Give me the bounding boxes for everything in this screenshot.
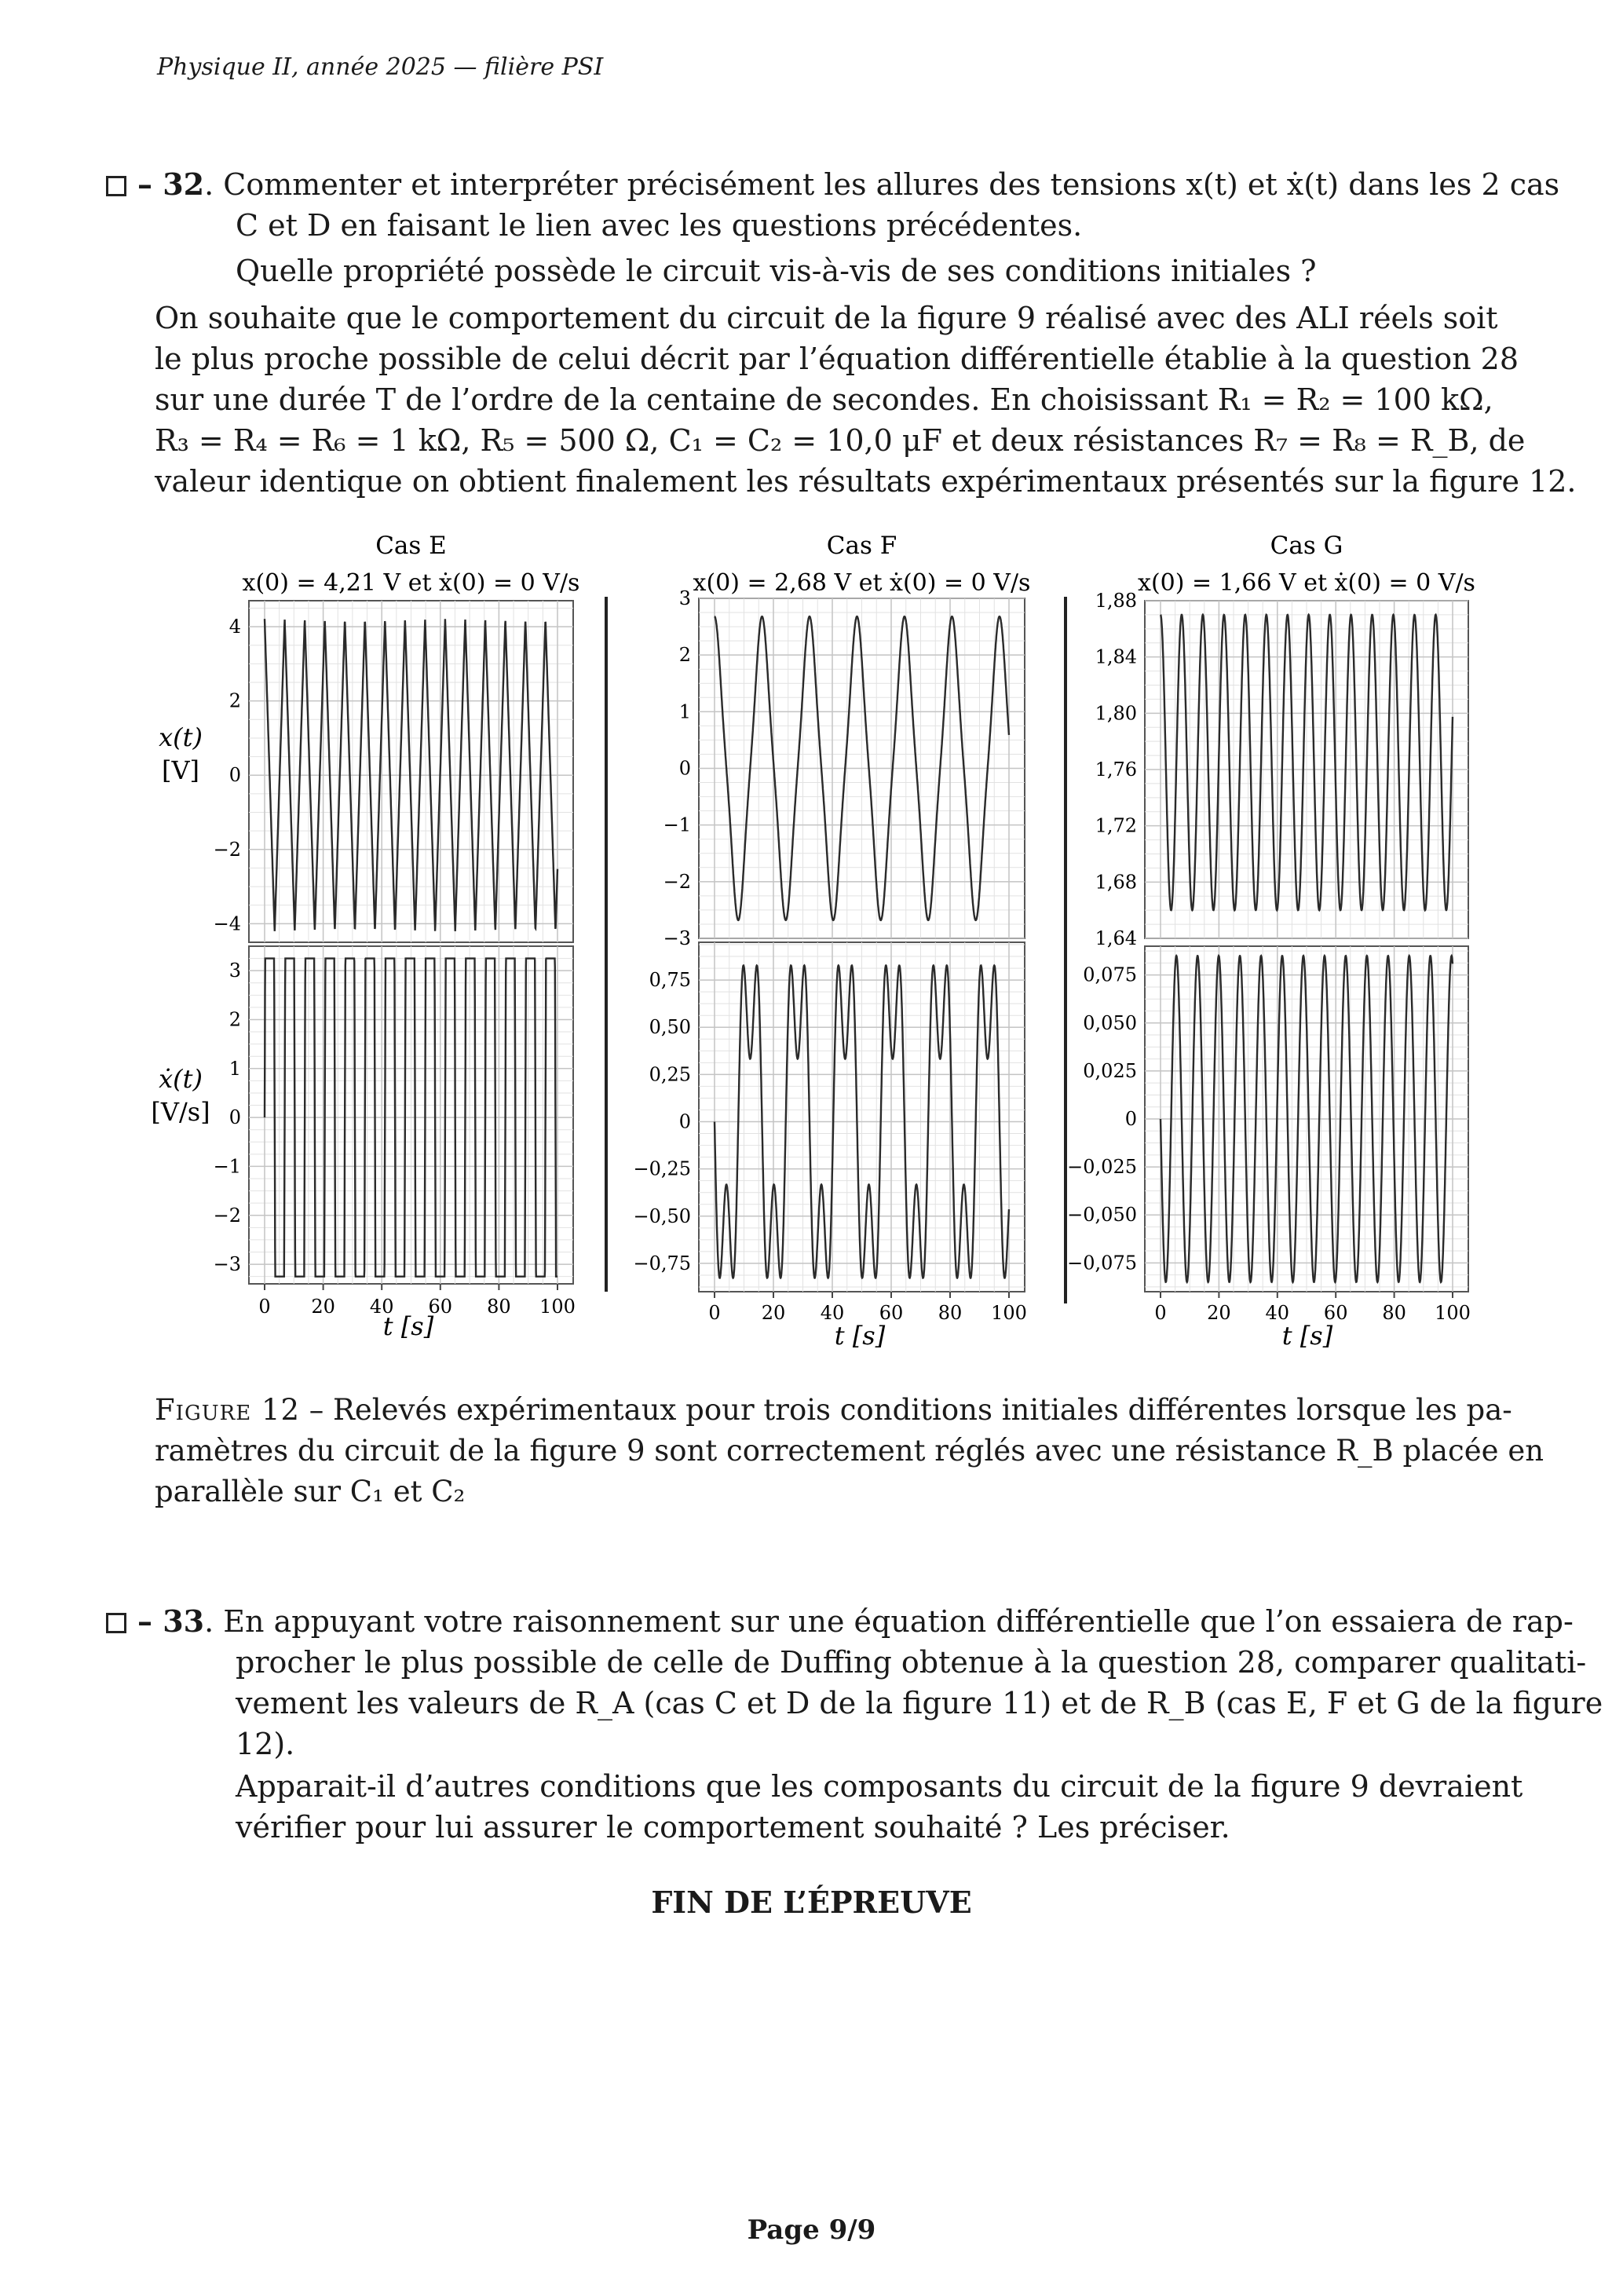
- x-tick-label-e: 0: [258, 1296, 271, 1318]
- xlabel-e: t [s]: [382, 1311, 434, 1341]
- question-32-text1: Commenter et interpréter précisément les allures des tensions x(t) et ẋ(t) dans les 2 cas: [223, 167, 1560, 202]
- question-32-line2: C et D en faisant le lien avec les questions précédentes.: [236, 208, 1083, 243]
- x-tick-label-f: 40: [820, 1302, 845, 1324]
- x-tick-label-f: 60: [879, 1302, 904, 1324]
- checkbox-icon: [106, 176, 126, 196]
- y-tick-label-e-bottom: −1: [213, 1155, 241, 1178]
- intro-line5: valeur identique on obtient finalement les résultats expérimentaux présentés sur la figure 12.: [155, 464, 1577, 499]
- question-33-line3: vement les valeurs de R_A (cas C et D de la figure 11) et de R_B (cas E, F et G de la figure: [236, 1686, 1603, 1720]
- y-tick-label-e-top: −4: [213, 912, 241, 935]
- y-tick-label-f-top: 1: [678, 700, 691, 723]
- chart-subtitle-f: x(0) = 2,68 V et ẋ(0) = 0 V/s: [693, 569, 1031, 597]
- y-tick-label-g-bottom: 0,050: [1083, 1011, 1137, 1034]
- y-tick-label-f-top: −2: [663, 870, 691, 893]
- question-32-line3: Quelle propriété possède le circuit vis-à-vis de ses conditions initiales ?: [236, 254, 1317, 288]
- y-tick-label-e-top: 4: [228, 616, 241, 638]
- x-tick-label-g: 20: [1207, 1302, 1231, 1324]
- question-33-line5: Apparait-il d’autres conditions que les composants du circuit de la figure 9 devraient: [236, 1769, 1523, 1804]
- caption-label: Figure 12: [155, 1393, 301, 1427]
- y-tick-label-g-top: 1,84: [1095, 645, 1137, 668]
- x-tick-label-e: 20: [311, 1296, 335, 1318]
- y-tick-label-f-bottom: −0,75: [633, 1252, 691, 1274]
- end-of-exam: FIN DE L’ÉPREUVE: [651, 1885, 972, 1920]
- x-tick-label-g: 60: [1323, 1302, 1348, 1324]
- y-tick-label-e-bottom: 3: [228, 960, 241, 982]
- y-tick-label-f-bottom: 0,25: [649, 1063, 691, 1086]
- figure-caption-line3: parallèle sur C₁ et C₂: [155, 1475, 466, 1508]
- y-tick-label-g-bottom: −0,025: [1067, 1156, 1137, 1179]
- question-33-line1: – 33. En appuyant votre raisonnement sur une équation différentielle que l’on essaiera de rap-: [106, 1602, 1574, 1641]
- intro-line2: le plus proche possible de celui décrit par l’équation différentielle établie à la question 28: [155, 342, 1519, 376]
- question-33-line2: procher le plus possible de celle de Duffing obtenue à la question 28, comparer qualitati-: [236, 1645, 1587, 1680]
- page-number: Page 9/9: [747, 2214, 876, 2246]
- y-tick-label-e-bottom: 0: [228, 1106, 241, 1129]
- chart-subtitle-e: x(0) = 4,21 V et ẋ(0) = 0 V/s: [242, 569, 580, 597]
- xlabel-g: t [s]: [1281, 1321, 1333, 1351]
- y-tick-label-g-top: 1,80: [1095, 702, 1137, 725]
- y-tick-label-f-top: −1: [663, 813, 691, 836]
- y-tick-label-f-top: 2: [678, 644, 691, 667]
- y-tick-label-e-top: −2: [213, 838, 241, 861]
- question-33-number: – 33: [137, 1603, 205, 1639]
- x-tick-label-f: 0: [708, 1302, 721, 1324]
- chart-title-e: Cas E: [375, 532, 447, 560]
- y-tick-label-f-bottom: 0,50: [649, 1016, 691, 1039]
- chart-title-g: Cas G: [1270, 532, 1343, 560]
- y-tick-label-e-bottom: −2: [213, 1204, 241, 1227]
- question-32-number: – 32: [137, 166, 205, 202]
- x-tick-label-g: 80: [1382, 1302, 1406, 1324]
- y-tick-label-f-bottom: 0: [678, 1110, 691, 1133]
- y-tick-label-f-top: 0: [678, 757, 691, 780]
- chart-subtitle-g: x(0) = 1,66 V et ẋ(0) = 0 V/s: [1138, 569, 1475, 597]
- x-tick-label-e: 60: [428, 1296, 453, 1318]
- intro-line1: On souhaite que le comportement du circuit de la figure 9 réalisé avec des ALI réels soit: [155, 301, 1498, 335]
- intro-line4: R₃ = R₄ = R₆ = 1 kΩ, R₅ = 500 Ω, C₁ = C₂ = 10,0 μF et deux résistances R₇ = R₈ = R_B, de: [155, 423, 1526, 458]
- x-tick-label-f: 20: [761, 1302, 786, 1324]
- y-tick-label-f-bottom: 0,75: [649, 969, 691, 992]
- checkbox-icon: [106, 1613, 126, 1633]
- y-tick-label-e-bottom: 2: [228, 1008, 241, 1031]
- x-tick-label-e: 80: [487, 1296, 511, 1318]
- ylabel-x: x(t): [159, 722, 203, 752]
- x-tick-label-f: 80: [938, 1302, 963, 1324]
- chart-title-f: Cas F: [826, 532, 897, 560]
- x-tick-label-f: 100: [991, 1302, 1027, 1324]
- y-tick-label-g-bottom: −0,075: [1067, 1252, 1137, 1274]
- x-tick-label-g: 100: [1435, 1302, 1471, 1324]
- y-tick-label-g-bottom: −0,050: [1067, 1204, 1137, 1227]
- x-tick-label-e: 100: [539, 1296, 576, 1318]
- ylabel-x-unit: [V]: [161, 755, 200, 785]
- y-tick-label-f-bottom: −0,25: [633, 1157, 691, 1180]
- question-32-line1: – 32. Commenter et interpréter précisément les allures des tensions x(t) et ẋ(t) dans les 2 cas: [106, 165, 1559, 204]
- y-tick-label-e-top: 2: [228, 689, 241, 712]
- y-tick-label-g-bottom: 0,025: [1083, 1059, 1137, 1082]
- y-tick-label-g-top: 1,76: [1095, 759, 1137, 781]
- intro-line3: sur une durée T de l’ordre de la centaine de secondes. En choisissant R₁ = R₂ = 100 kΩ,: [155, 382, 1493, 417]
- page-header: Physique II, année 2025 — filière PSI: [157, 53, 604, 81]
- y-tick-label-g-bottom: 0,075: [1083, 963, 1137, 986]
- figure-12: [0, 518, 1623, 1358]
- y-tick-label-g-top: 1,68: [1095, 871, 1137, 894]
- y-tick-label-g-top: 1,72: [1095, 814, 1137, 837]
- question-33-line4: 12).: [236, 1727, 295, 1761]
- figure-caption-line2: ramètres du circuit de la figure 9 sont correctement réglés avec une résistance R_B placée en: [155, 1434, 1544, 1468]
- y-tick-label-e-bottom: −3: [213, 1253, 241, 1276]
- y-tick-label-f-top: −3: [663, 927, 691, 949]
- y-tick-label-g-top: 1,88: [1095, 590, 1137, 612]
- x-tick-label-g: 40: [1265, 1302, 1290, 1324]
- x-tick-label-e: 40: [369, 1296, 394, 1318]
- y-tick-label-f-bottom: −0,50: [633, 1205, 691, 1227]
- y-tick-label-f-top: 3: [678, 587, 691, 609]
- ylabel-xdot-unit: [V/s]: [151, 1097, 210, 1127]
- caption-text1: – Relevés expérimentaux pour trois conditions initiales différentes lorsque les pa-: [300, 1393, 1512, 1427]
- y-tick-label-g-bottom: 0: [1124, 1108, 1137, 1130]
- x-tick-label-g: 0: [1154, 1302, 1167, 1324]
- question-33-text1: En appuyant votre raisonnement sur une équation différentielle que l’on essaiera de rap-: [223, 1604, 1574, 1639]
- figure-caption-line1: [155, 1390, 1512, 1431]
- ylabel-xdot: ẋ(t): [159, 1064, 203, 1094]
- question-33-line6: vérifier pour lui assurer le comportement souhaité ? Les préciser.: [236, 1810, 1230, 1844]
- y-tick-label-g-top: 1,64: [1095, 927, 1137, 949]
- y-tick-label-e-bottom: 1: [228, 1057, 241, 1080]
- y-tick-label-e-top: 0: [228, 764, 241, 787]
- xlabel-f: t [s]: [834, 1321, 886, 1351]
